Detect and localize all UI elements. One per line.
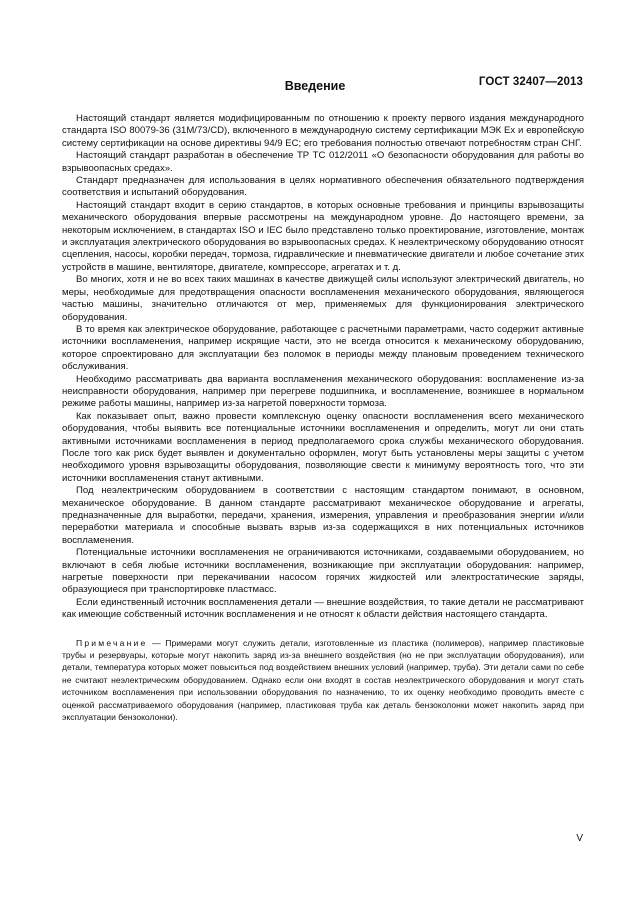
paragraph: Во многих, хотя и не во всех таких машинах в качестве движущей силы используют электрический двигатель, но меры, необходимые для предотвращения опасности воспламенения механического оборудования, являющегося частью машины, значительно отличаются от мер, применяемых для функционирования электрического оборудования. (62, 274, 584, 323)
body-text (62, 113, 584, 724)
note (62, 637, 584, 724)
note-text: — Примерами могут служить детали, изготовленные из пластика (полимеров), например пластиковые трубы и резервуары, которые могут накопить заряд из-за внешнего воздействия (но не при эксплуатации оборудования), или детали, температура которых может повыситься под воздействием внешних условий (например, труба). Эти детали сами по себе не считают неэлектрическим оборудованием. Однако если они входят в состав неэлектрического оборудования и могут стать источником воспламенения при использовании оборудования по назначению, то их оценку необходимо проводить вместе с оценкой рассматриваемого оборудования (например, пластиковая труба как деталь бензоколонки может накопить заряд при эксплуатации бензоколонки). (62, 637, 584, 723)
paragraph: Под неэлектрическим оборудованием в соответствии с настоящим стандартом понимают, в основном, механическое оборудование. В данном стандарте рассматривают механическое оборудование и агрегаты, предназначенные для выработки, передачи, хранения, измерения, управления и преобразования энергии и/или переработки материала и способные вызвать взрыв из-за содержащихся в них потенциальных источников воспламенения. (62, 485, 584, 546)
paragraph: В то время как электрическое оборудование, работающее с расчетными параметрами, часто содержит активные источники воспламенения, например искрящие части, это не всегда относится к механическому оборудованию, которое спроектировано для эксплуатации без поломок в периоды между плановым проведением технического обслуживания. (62, 323, 584, 373)
paragraph: Потенциальные источники воспламенения не ограничиваются источниками, создаваемыми оборудованием, но включают в себя любые источники воспламенения, возникающие при эксплуатации оборудования: например, нагретые поверхности при перекачивании насосом горячих жидкостей или электростатические заряды, образующиеся при транспортировке пластмасс. (62, 547, 584, 596)
paragraph: Настоящий стандарт входит в серию стандартов, в которых основные требования и принципы взрывозащиты механического оборудования впервые рассмотрены на международном уровне. До настоящего времени, за некоторым исключением, в стандартах ISO и IEC было представлено только проектирование, изготовление, монтаж и эксплуатация электрического оборудования во взрывоопасных средах. К неэлектрическому оборудованию относят сцепления, насосы, коробки передач, тормоза, гидравлические и пневматические двигатели и любое сочетание этих устройств в машине, вентиляторе, двигателе, компрессоре, агрегатах и т. д. (62, 199, 584, 273)
page-number: V (576, 833, 583, 844)
paragraph: Стандарт предназначен для использования в целях нормативного обеспечения обязательного подтверждения соответствия и испытаний оборудования. (62, 175, 584, 199)
paragraph: Если единственный источник воспламенения детали — внешние воздействия, то такие детали не рассматривают как имеющие собственный источник воспламенения и не относят к области действия настоящего стандарта. (62, 596, 584, 621)
paragraph: Необходимо рассматривать два варианта воспламенения механического оборудования: воспламенение из-за неисправности оборудования, например при перегреве подшипника, и воспламенение, возникшее в нормальном режиме работы машины, например из-за нагретой поверхности тормоза. (62, 373, 584, 410)
standard-code: ГОСТ 32407—2013 (478, 76, 583, 88)
paragraph: Настоящий стандарт является модифицированным по отношению к проекту первого издания международного стандарта ISO 80079-36 (31M/73/CD), включенного в международную систему сертификации МЭК Ex и европейскую систему сертификации на основе директивы 94/9 EC; его требования полностью отвечают потребностям стран СНГ. (62, 113, 584, 149)
note-label: Примечание (76, 637, 148, 648)
paragraph: Как показывает опыт, важно провести комплексную оценку опасности воспламенения всего механического оборудования, чтобы выявить все потенциальные источники воспламенения и определить, могут ли они стать активными источниками воспламенения в период предполагаемого срока службы механического оборудования. После того как риск будет выявлен и документально оформлен, могут быть установлены меры защиты с учетом необходимого уровня взрывозащиты оборудования, позволяющие свести к минимуму вероятность того, что эти источники воспламенения станут активными. (62, 410, 584, 484)
paragraph: Настоящий стандарт разработан в обеспечение ТР ТС 012/2011 «О безопасности оборудования для работы во взрывоопасных средах». (62, 150, 584, 174)
section-title: Введение (284, 79, 346, 93)
